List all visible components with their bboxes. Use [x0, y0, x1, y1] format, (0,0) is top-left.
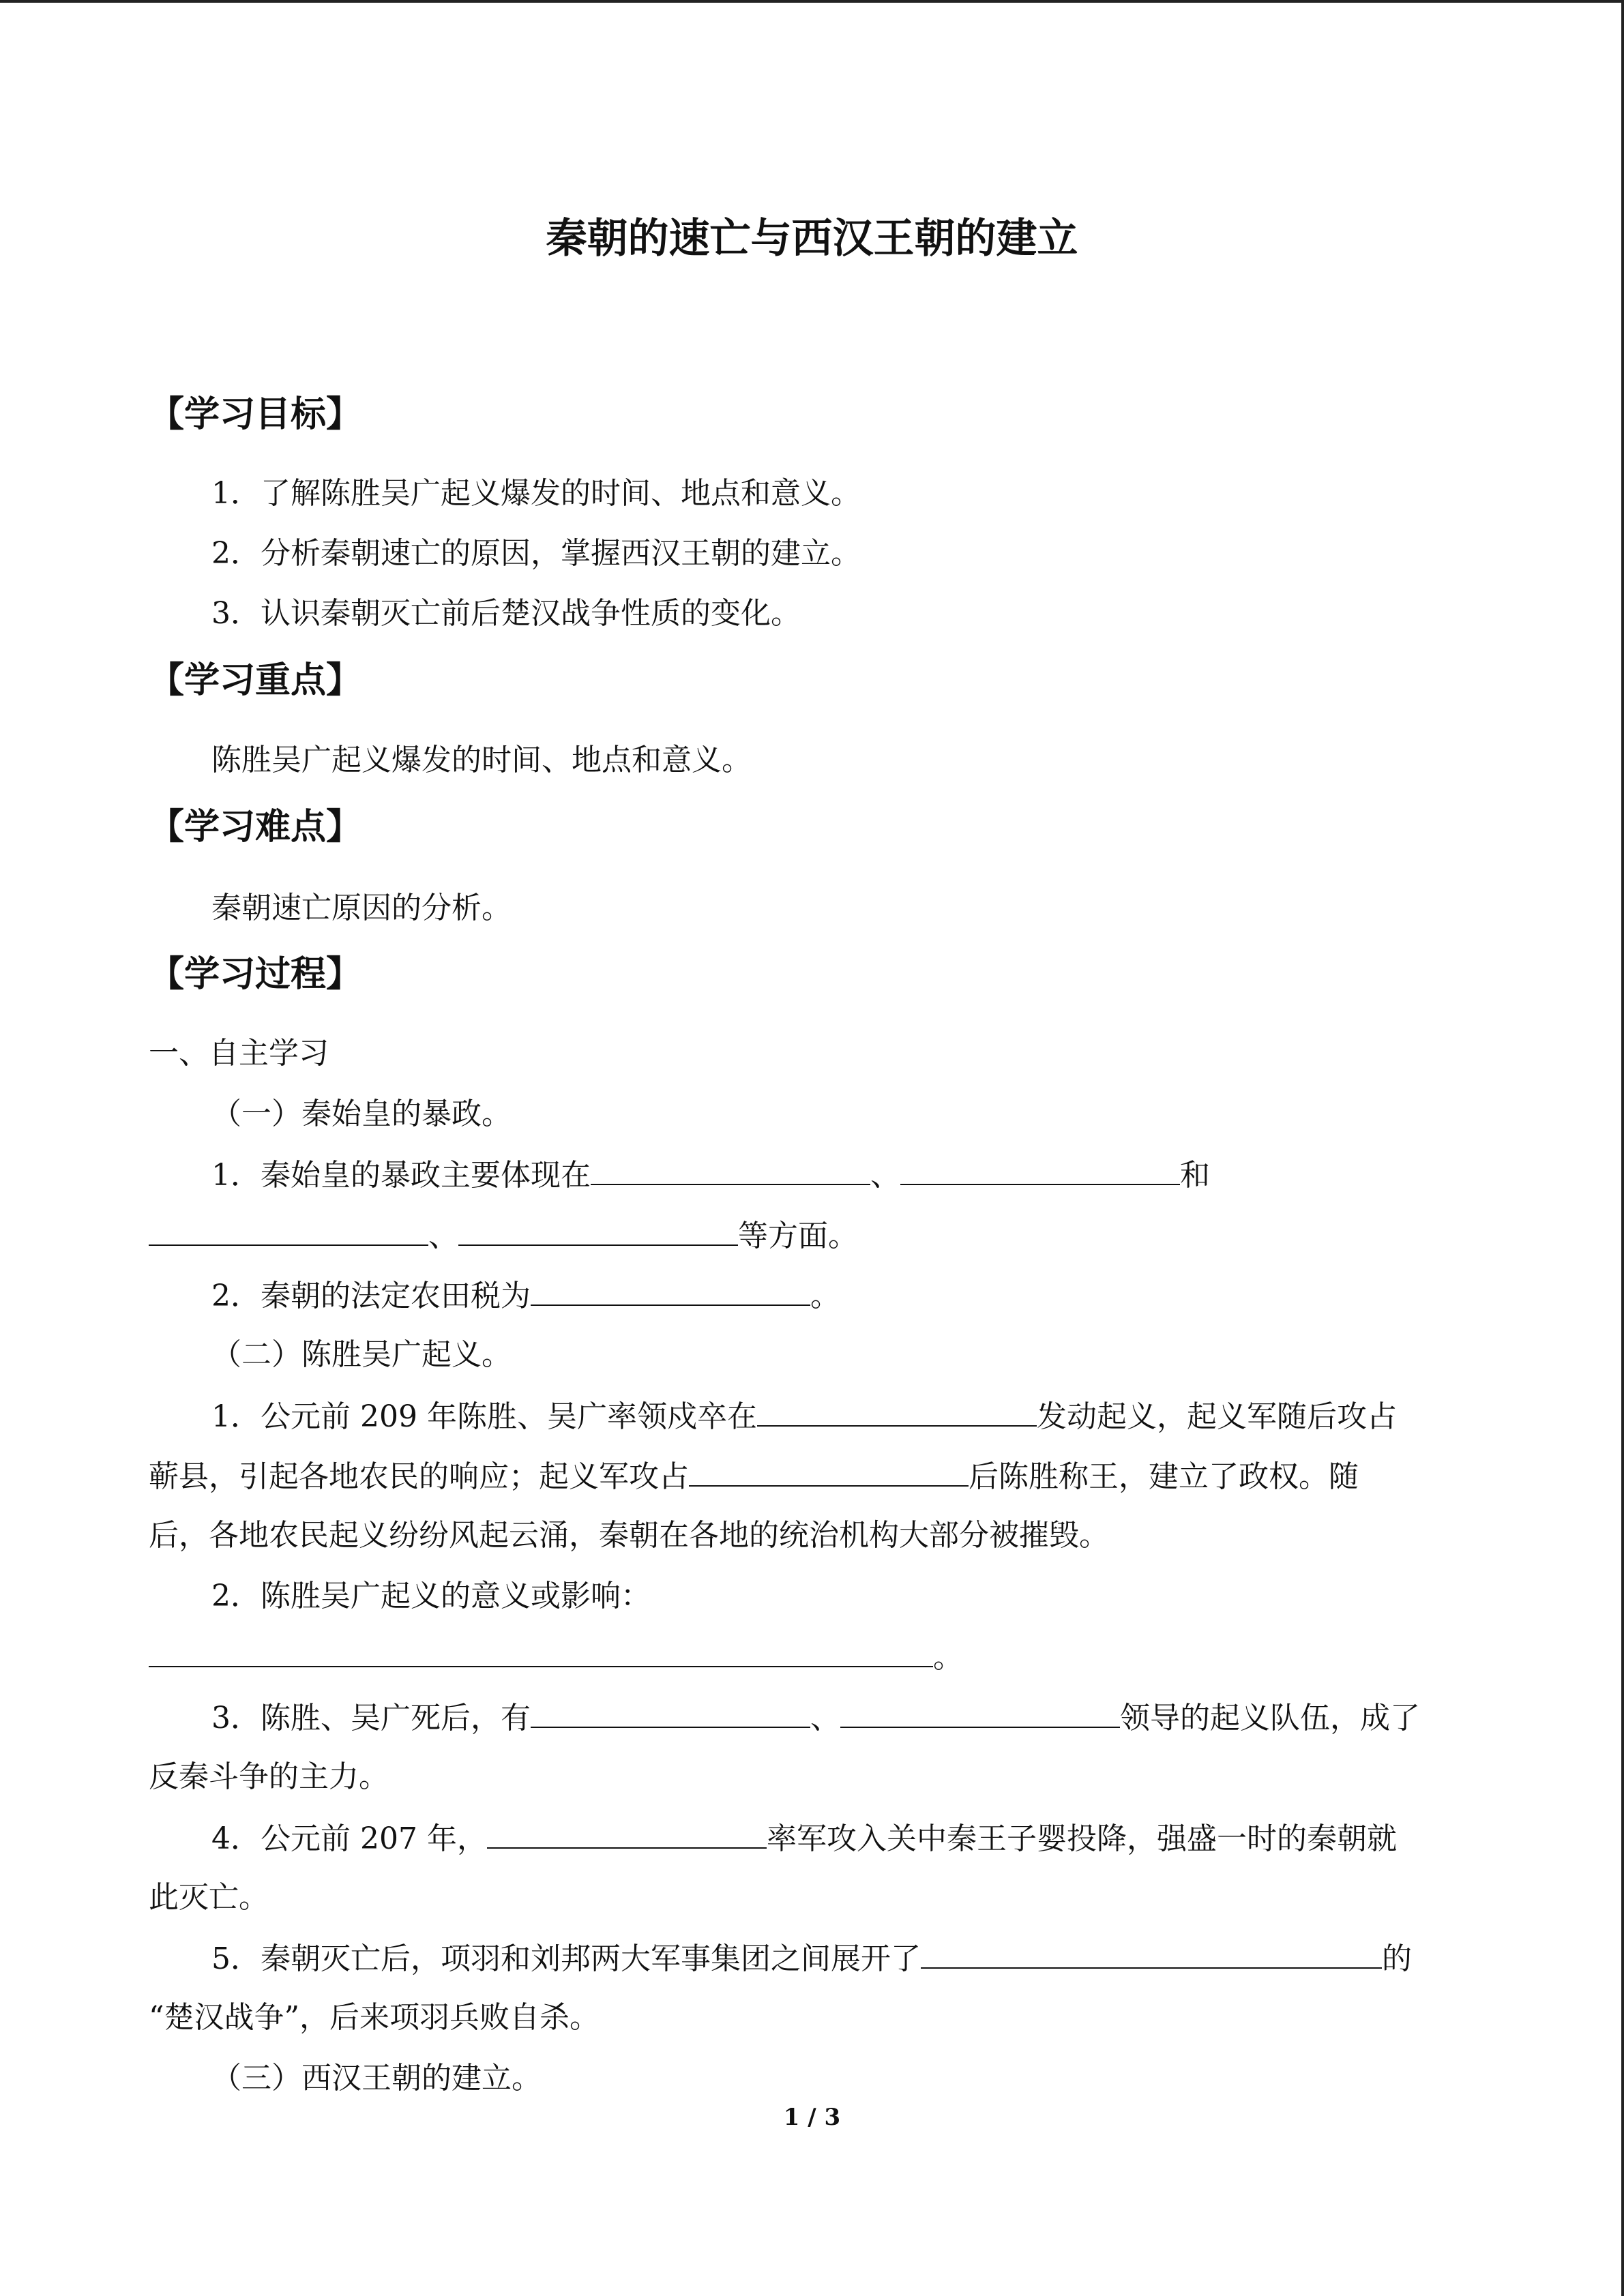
question-text: 后陈胜称王，建立了政权。随: [969, 1459, 1359, 1494]
question-2-5-cont: “楚汉战争”，后来项羽兵败自杀。: [149, 2000, 600, 2035]
question-text: 和: [1180, 1158, 1210, 1193]
question-2-3-cont: 反秦斗争的主力。: [149, 1759, 389, 1794]
page-title: 秦朝的速亡与西汉王朝的建立: [546, 215, 1078, 263]
question-text: 蕲县，引起各地农民的响应；起义军攻占: [149, 1459, 689, 1494]
question-2-5: [211, 1937, 1412, 1980]
question-text: 1．秦始皇的暴政主要体现在: [211, 1158, 591, 1193]
question-1-1: [211, 1154, 1210, 1196]
subsection-uprising: （二）陈胜吴广起义。: [211, 1337, 512, 1372]
question-text: 领导的起义队伍，成了: [1120, 1701, 1420, 1735]
question-text: 、: [810, 1701, 840, 1735]
key-points-heading: 【学习重点】: [149, 660, 362, 701]
question-1-1-cont: [149, 1214, 858, 1257]
question-text: 4．公元前 207 年，: [211, 1821, 487, 1856]
question-text: 率军攻入关中秦王子婴投降，强盛一时的秦朝就: [766, 1821, 1397, 1856]
goal-item-2: 2．分析秦朝速亡的原因，掌握西汉王朝的建立。: [211, 536, 861, 571]
answer-blank[interactable]: [487, 1817, 767, 1849]
subsection-western-han: （三）西汉王朝的建立。: [211, 2061, 542, 2096]
answer-blank[interactable]: [149, 1214, 428, 1246]
question-text: 的: [1382, 1941, 1412, 1976]
process-heading: 【学习过程】: [149, 954, 362, 995]
learning-goals-heading: 【学习目标】: [149, 394, 362, 435]
page-border-top: [0, 0, 1624, 3]
answer-blank[interactable]: [458, 1214, 738, 1246]
answer-blank[interactable]: [591, 1154, 870, 1185]
question-text: 发动起义，起义军随后攻占: [1036, 1399, 1397, 1434]
question-text: 、: [428, 1219, 458, 1253]
answer-blank[interactable]: [531, 1697, 810, 1728]
question-2-2: 2．陈胜吴广起义的意义或影响：: [211, 1579, 651, 1613]
page-number: 1 / 3: [783, 2104, 841, 2131]
answer-blank[interactable]: [757, 1395, 1037, 1427]
question-2-1-cont2: 后，各地农民起义纷纷风起云涌，秦朝在各地的统治机构大部分被摧毁。: [149, 1518, 1109, 1553]
goal-item-3: 3．认识秦朝灭亡前后楚汉战争性质的变化。: [211, 596, 801, 631]
question-text: 。: [933, 1640, 963, 1675]
question-text: 2．秦朝的法定农田税为: [211, 1279, 531, 1313]
answer-blank[interactable]: [149, 1636, 933, 1667]
difficulty-text: 秦朝速亡原因的分析。: [211, 891, 512, 925]
question-text: 。: [810, 1279, 840, 1313]
question-text: 、: [870, 1158, 900, 1193]
answer-blank[interactable]: [689, 1455, 969, 1487]
part-self-study: 一、自主学习: [149, 1036, 329, 1071]
key-points-text: 陈胜吴广起义爆发的时间、地点和意义。: [211, 743, 752, 777]
question-2-1: [211, 1395, 1397, 1437]
goal-item-1: 1．了解陈胜吴广起义爆发的时间、地点和意义。: [211, 476, 861, 511]
answer-blank[interactable]: [531, 1274, 810, 1306]
question-2-4: [211, 1817, 1397, 1860]
difficulty-heading: 【学习难点】: [149, 807, 362, 848]
question-2-2-answer: [149, 1636, 963, 1678]
question-text: 1．公元前 209 年陈胜、吴广率领戍卒在: [211, 1399, 757, 1434]
question-2-1-cont: [149, 1455, 1359, 1497]
subsection-tyranny: （一）秦始皇的暴政。: [211, 1097, 512, 1131]
question-text: 等方面。: [738, 1219, 858, 1253]
answer-blank[interactable]: [840, 1697, 1120, 1728]
question-1-2: [211, 1274, 840, 1317]
question-2-4-cont: 此灭亡。: [149, 1880, 269, 1915]
answer-blank[interactable]: [900, 1154, 1180, 1185]
question-text: 3．陈胜、吴广死后，有: [211, 1701, 531, 1735]
question-text: 5．秦朝灭亡后，项羽和刘邦两大军事集团之间展开了: [211, 1941, 921, 1976]
page-border-right: [1621, 0, 1624, 2296]
answer-blank[interactable]: [921, 1937, 1382, 1969]
question-2-3: [211, 1697, 1420, 1739]
